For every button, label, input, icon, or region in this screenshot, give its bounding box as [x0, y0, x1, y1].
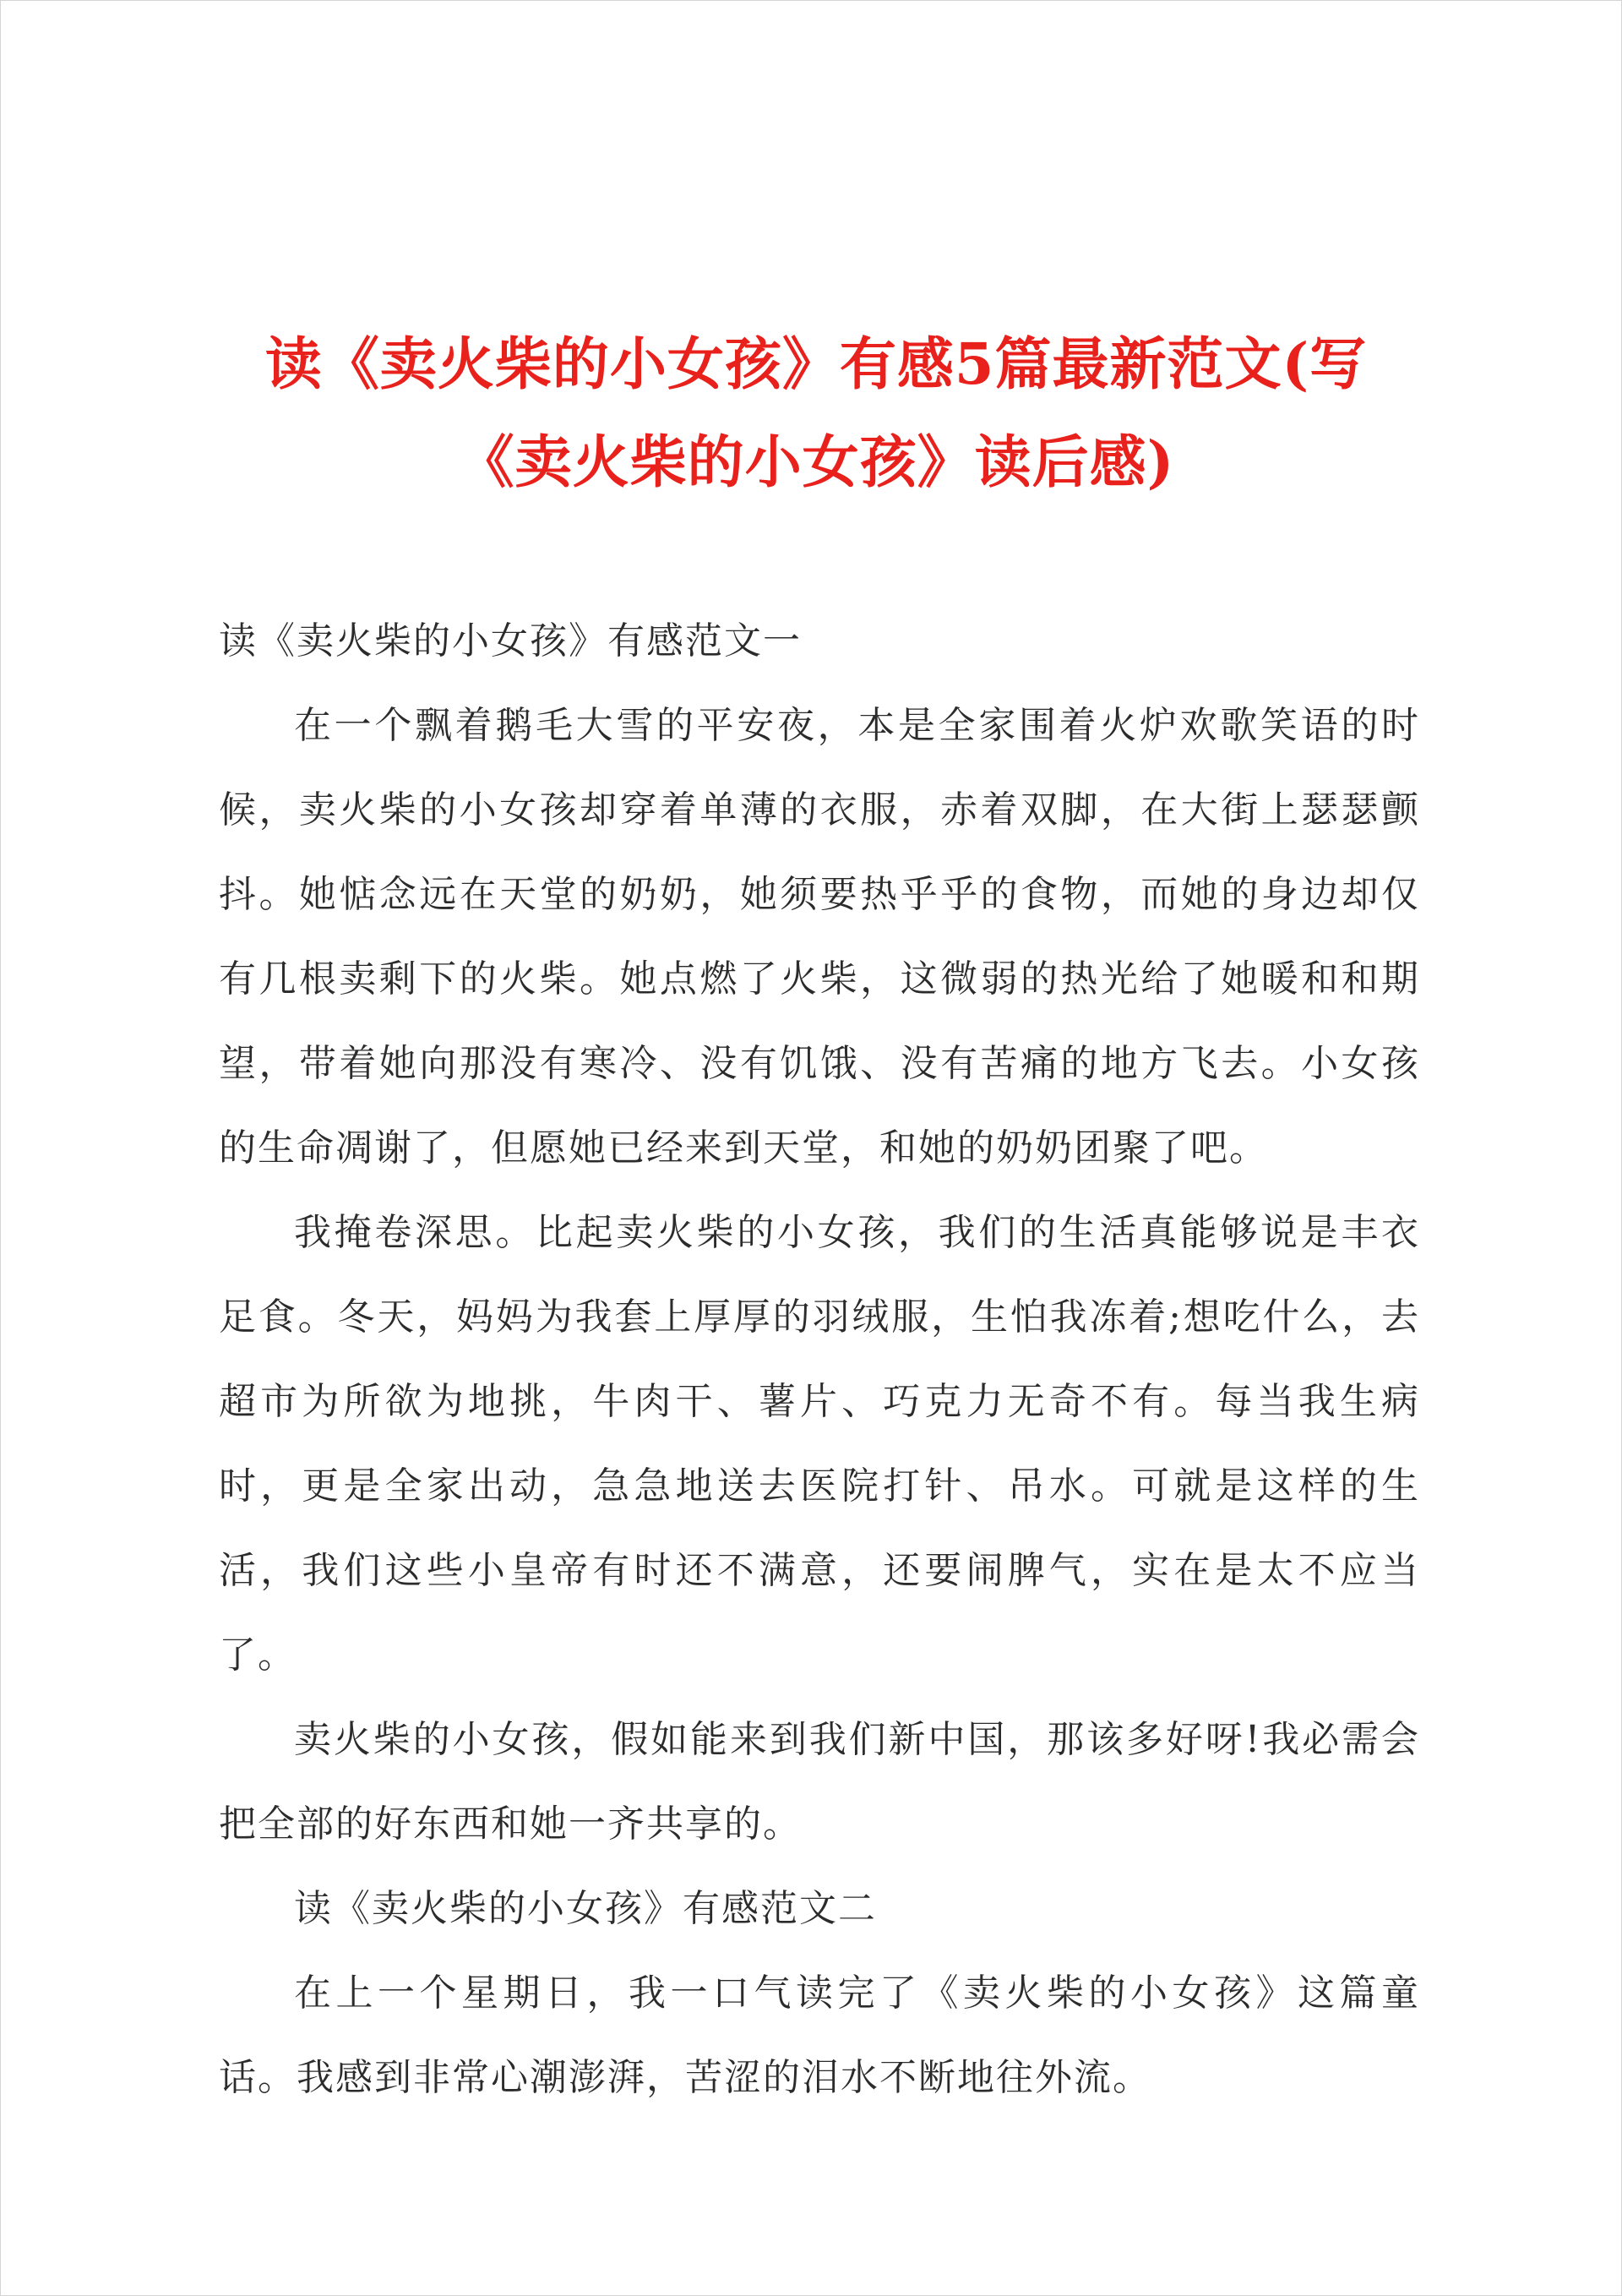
section-heading-2: 读《卖火柴的小女孩》有感范文二	[294, 1887, 877, 1930]
paragraph-4: 在上一个星期日，我一口气读完了《卖火柴的小女孩》这篇童话。我感到非常心潮澎湃，苦涩的泪水不断地往外流。	[219, 1972, 1420, 2099]
paragraph-3: 卖火柴的小女孩，假如能来到我们新中国，那该多好呀!我必需会把全部的好东西和她一齐共享的。	[219, 1718, 1420, 1846]
document-title: 读《卖火柴的小女孩》有感5篇最新范文(写《卖火柴的小女孩》读后感)	[264, 330, 1368, 495]
paragraph-2: 我掩卷深思。比起卖火柴的小女孩，我们的生活真能够说是丰衣足食。冬天，妈妈为我套上厚厚的羽绒服，生怕我冻着;想吃什么，去超市为所欲为地挑，牛肉干、薯片、巧克力无奇不有。每当我生病时，更是全家出动，急急地送去医院打针、吊水。可就是这样的生活，我们这些小皇帝有时还不满意，还要闹脾气，实在是太不应当了。	[219, 1211, 1420, 1677]
paragraph-1: 在一个飘着鹅毛大雪的平安夜，本是全家围着火炉欢歌笑语的时候，卖火柴的小女孩却穿着单薄的衣服，赤着双脚，在大街上瑟瑟颤抖。她惦念远在天堂的奶奶，她须要热乎乎的食物，而她的身边却仅有几根卖剩下的火柴。她点燃了火柴，这微弱的热光给了她暖和和期望，带着她向那没有寒冷、没有饥饿、没有苦痛的地方飞去。小女孩的生命凋谢了，但愿她已经来到天堂，和她的奶奶团聚了吧。	[219, 704, 1420, 1170]
section-heading-1: 读《卖火柴的小女孩》有感范文一	[219, 619, 802, 663]
document-body	[219, 599, 1420, 2120]
